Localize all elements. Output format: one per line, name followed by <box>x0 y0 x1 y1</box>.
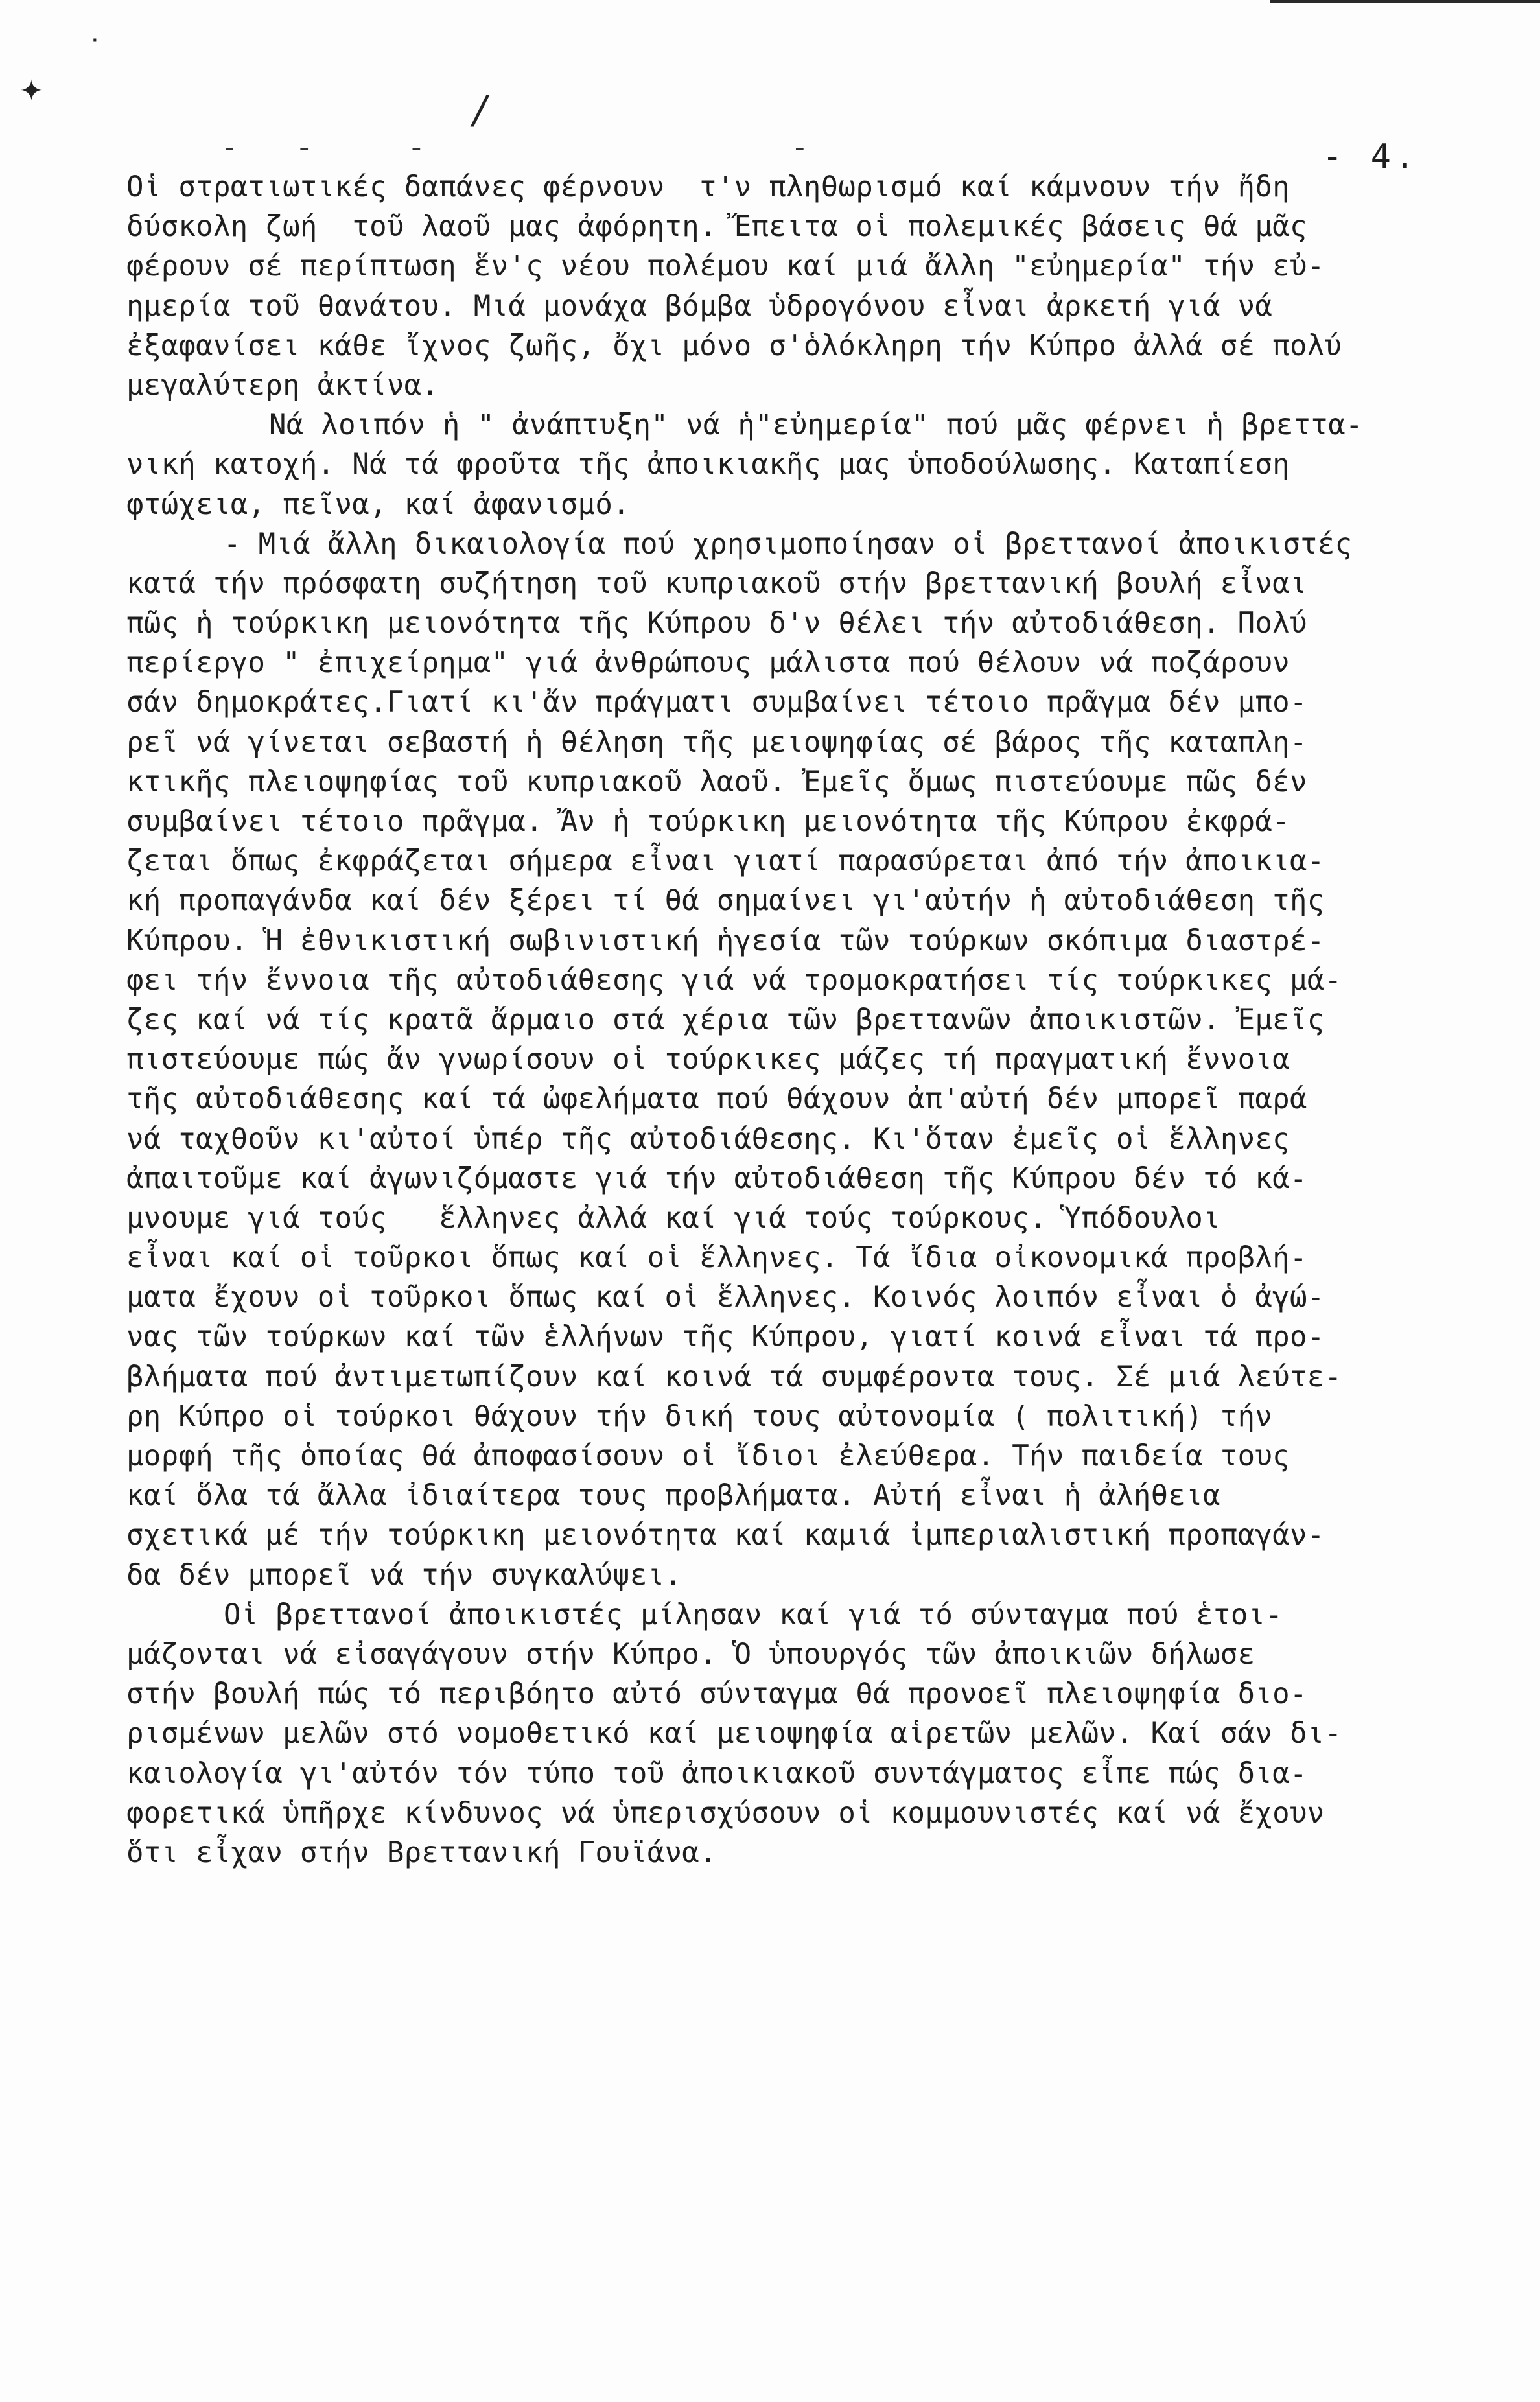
text-line: κτικῆς πλειοψηφίας τοῦ κυπριακοῦ λαοῦ. Ἐμεῖς ὅμως πιστεύουμε πῶς δέν <box>126 765 1307 799</box>
text-line: ζες καί νά τίς κρατᾶ ἄρμαιο στά χέρια τῶν βρεττανῶν ἀποικιστῶν. Ἐμεῖς <box>126 1003 1325 1036</box>
paragraph-start-line: - Μιά ἄλλη δικαιολογία πού χρησιμοποίησαν οἱ βρεττανοί ἀποικιστές <box>224 527 1353 561</box>
pen-stroke: / <box>473 87 487 133</box>
text-line: καιολογία γι'αὐτόν τόν τύπο τοῦ ἀποικιακοῦ συντάγματος εἶπε πώς δια- <box>126 1756 1307 1790</box>
header-dashes: - - - <box>220 130 445 165</box>
text-line: φει τήν ἔννοια τῆς αὐτοδιάθεσης γιά νά τρομοκρατήσει τίς τούρκικες μά- <box>126 963 1342 997</box>
text-line: ματα ἔχουν οἱ τοῦρκοι ὅπως καί οἱ ἕλληνες. Κοινός λοιπόν εἶναι ὁ ἀγώ- <box>126 1281 1325 1314</box>
text-line: μεγαλύτερη ἀκτίνα. <box>126 368 439 402</box>
text-line: καί ὅλα τά ἄλλα ἰδιαίτερα τους προβλήματα. Αὐτή εἶναι ἡ ἀλήθεια <box>126 1479 1220 1513</box>
text-line: βλήματα πού ἀντιμετωπίζουν καί κοινά τά συμφέροντα τους. Σέ μιά λεύτε- <box>126 1360 1342 1393</box>
text-line: φτώχεια, πεῖνα, καί ἀφανισμό. <box>126 487 630 521</box>
text-line: ρη Κύπρο οἱ τούρκοι θάχουν τήν δική τους αὐτονομία ( πολιτική) τήν <box>126 1399 1273 1433</box>
text-line: νά ταχθοῦν κι'αὐτοί ὑπέρ τῆς αὐτοδιάθεσης. Κι'ὅταν ἐμεῖς οἱ ἕλληνες <box>126 1122 1290 1156</box>
text-line: τῆς αὐτοδιάθεσης καί τά ὠφελήματα πού θάχουν ἀπ'αὐτή δέν μπορεῖ παρά <box>126 1082 1307 1116</box>
text-line: ἐξαφανίσει κάθε ἴχνος ζωῆς, ὄχι μόνο σ'ὁλόκληρη τήν Κύπρο ἀλλά σέ πολύ <box>126 329 1342 362</box>
text-line: μάζονται νά εἰσαγάγουν στήν Κύπρο. Ὁ ὑπουργός τῶν ἀποικιῶν δήλωσε <box>126 1637 1255 1671</box>
text-line: πιστεύουμε πώς ἄν γνωρίσουν οἱ τούρκικες μάζες τή πραγματική ἔννοια <box>126 1043 1290 1077</box>
text-line: φέρουν σέ περίπτωση ἕν'ς νέου πολέμου καί μιά ἄλλη "εὐημερία" τήν εὐ- <box>126 250 1325 283</box>
header-dash-mid: - <box>791 130 809 165</box>
text-line: κατά τήν πρόσφατη συζήτηση τοῦ κυπριακοῦ στήν βρεττανική βουλή εἶναι <box>126 566 1307 600</box>
text-line: νική κατοχή. Νά τά φροῦτα τῆς ἀποικιακῆς μας ὑποδούλωσης. Καταπίεση <box>126 448 1290 482</box>
text-line: νας τῶν τούρκων καί τῶν ἑλλήνων τῆς Κύπρου, γιατί κοινά εἶναι τά προ- <box>126 1320 1325 1354</box>
text-line: δύσκολη ζωή τοῦ λαοῦ μας ἀφόρητη. Ἔπειτα οἱ πολεμικές βάσεις θά μᾶς <box>126 210 1307 244</box>
text-line: Κύπρου. Ἡ ἐθνικιστική σωβινιστική ἡγεσία τῶν τούρκων σκόπιμα διαστρέ- <box>126 924 1325 957</box>
page-number: - 4. <box>1322 137 1419 176</box>
text-line: ρισμένων μελῶν στό νομοθετικό καί μειοψηφία αἱρετῶν μελῶν. Καί σάν δι- <box>126 1717 1342 1751</box>
text-line: Οἱ στρατιωτικές δαπάνες φέρνουν τ'ν πληθωρισμό καί κάμνουν τήν ἤδη <box>126 170 1290 204</box>
text-line: δα δέν μπορεῖ νά τήν συγκαλύψει. <box>126 1558 682 1592</box>
text-line: ὅτι εἶχαν στήν Βρεττανική Γουϊάνα. <box>126 1836 717 1869</box>
ink-speck: · <box>91 26 99 56</box>
text-line: κή προπαγάνδα καί δέν ξέρει τί θά σημαίνει γι'αὐτήν ἡ αὐτοδιάθεση τῆς <box>126 884 1325 918</box>
body-text <box>126 167 1500 1872</box>
text-line: φορετικά ὑπῆρχε κίνδυνος νά ὑπερισχύσουν οἱ κομμουνιστές καί νά ἔχουν <box>126 1796 1325 1830</box>
text-line: περίεργο " ἐπιχείρημα" γιά ἀνθρώπους μάλιστα πού θέλουν νά ποζάρουν <box>126 646 1290 680</box>
paragraph-start-line: Νά λοιπόν ἡ " ἀνάπτυξη" νά ἡ"εὐημερία" πού μᾶς φέρνει ἡ βρεττα- <box>269 408 1363 442</box>
text-line: ρεῖ νά γίνεται σεβαστή ἡ θέληση τῆς μειοψηφίας σέ βάρος τῆς καταπλη- <box>126 725 1307 759</box>
text-line: σάν δημοκράτες.Γιατί κι'ἄν πράγματι συμβαίνει τέτοιο πρᾶγμα δέν μπο- <box>126 686 1307 719</box>
text-line: εἶναι καί οἱ τοῦρκοι ὅπως καί οἱ ἕλληνες. Τά ἴδια οἰκονομικά προβλή- <box>126 1241 1307 1275</box>
text-line: ἀπαιτοῦμε καί ἀγωνιζόμαστε γιά τήν αὐτοδιάθεση τῆς Κύπρου δέν τό κά- <box>126 1161 1307 1195</box>
text-line: συμβαίνει τέτοιο πρᾶγμα. Ἄν ἡ τούρκικη μειονότητα τῆς Κύπρου ἐκφρά- <box>126 805 1290 838</box>
text-line: πῶς ἡ τούρκικη μειονότητα τῆς Κύπρου δ'ν θέλει τήν αὐτοδιάθεση. Πολύ <box>126 607 1307 640</box>
text-line: ζεται ὅπως ἐκφράζεται σήμερα εἶναι γιατί παρασύρεται ἀπό τήν ἀποικια- <box>126 845 1325 878</box>
text-line: μνουμε γιά τούς ἕλληνες ἀλλά καί γιά τούς τούρκους. Ὑπόδουλοι <box>126 1201 1220 1235</box>
top-edge-rule <box>1270 0 1540 3</box>
paragraph-start-line: Οἱ βρεττανοί ἀποικιστές μίλησαν καί γιά τό σύνταγμα πού ἑτοι- <box>224 1598 1283 1631</box>
text-line: ημερία τοῦ θανάτου. Μιά μονάχα βόμβα ὑδρογόνου εἶναι ἀρκετή γιά νά <box>126 289 1273 323</box>
text-line: στήν βουλή πώς τό περιβόητο αὐτό σύνταγμα θά προνοεῖ πλειοψηφία διο- <box>126 1677 1307 1711</box>
ink-mark: ✦ <box>19 75 43 108</box>
text-line: μορφή τῆς ὁποίας θά ἀποφασίσουν οἱ ἴδιοι ἐλεύθερα. Τήν παιδεία τους <box>126 1440 1290 1473</box>
text-line: σχετικά μέ τήν τούρκικη μειονότητα καί καμιά ἰμπεριαλιστική προπαγάν- <box>126 1519 1325 1552</box>
